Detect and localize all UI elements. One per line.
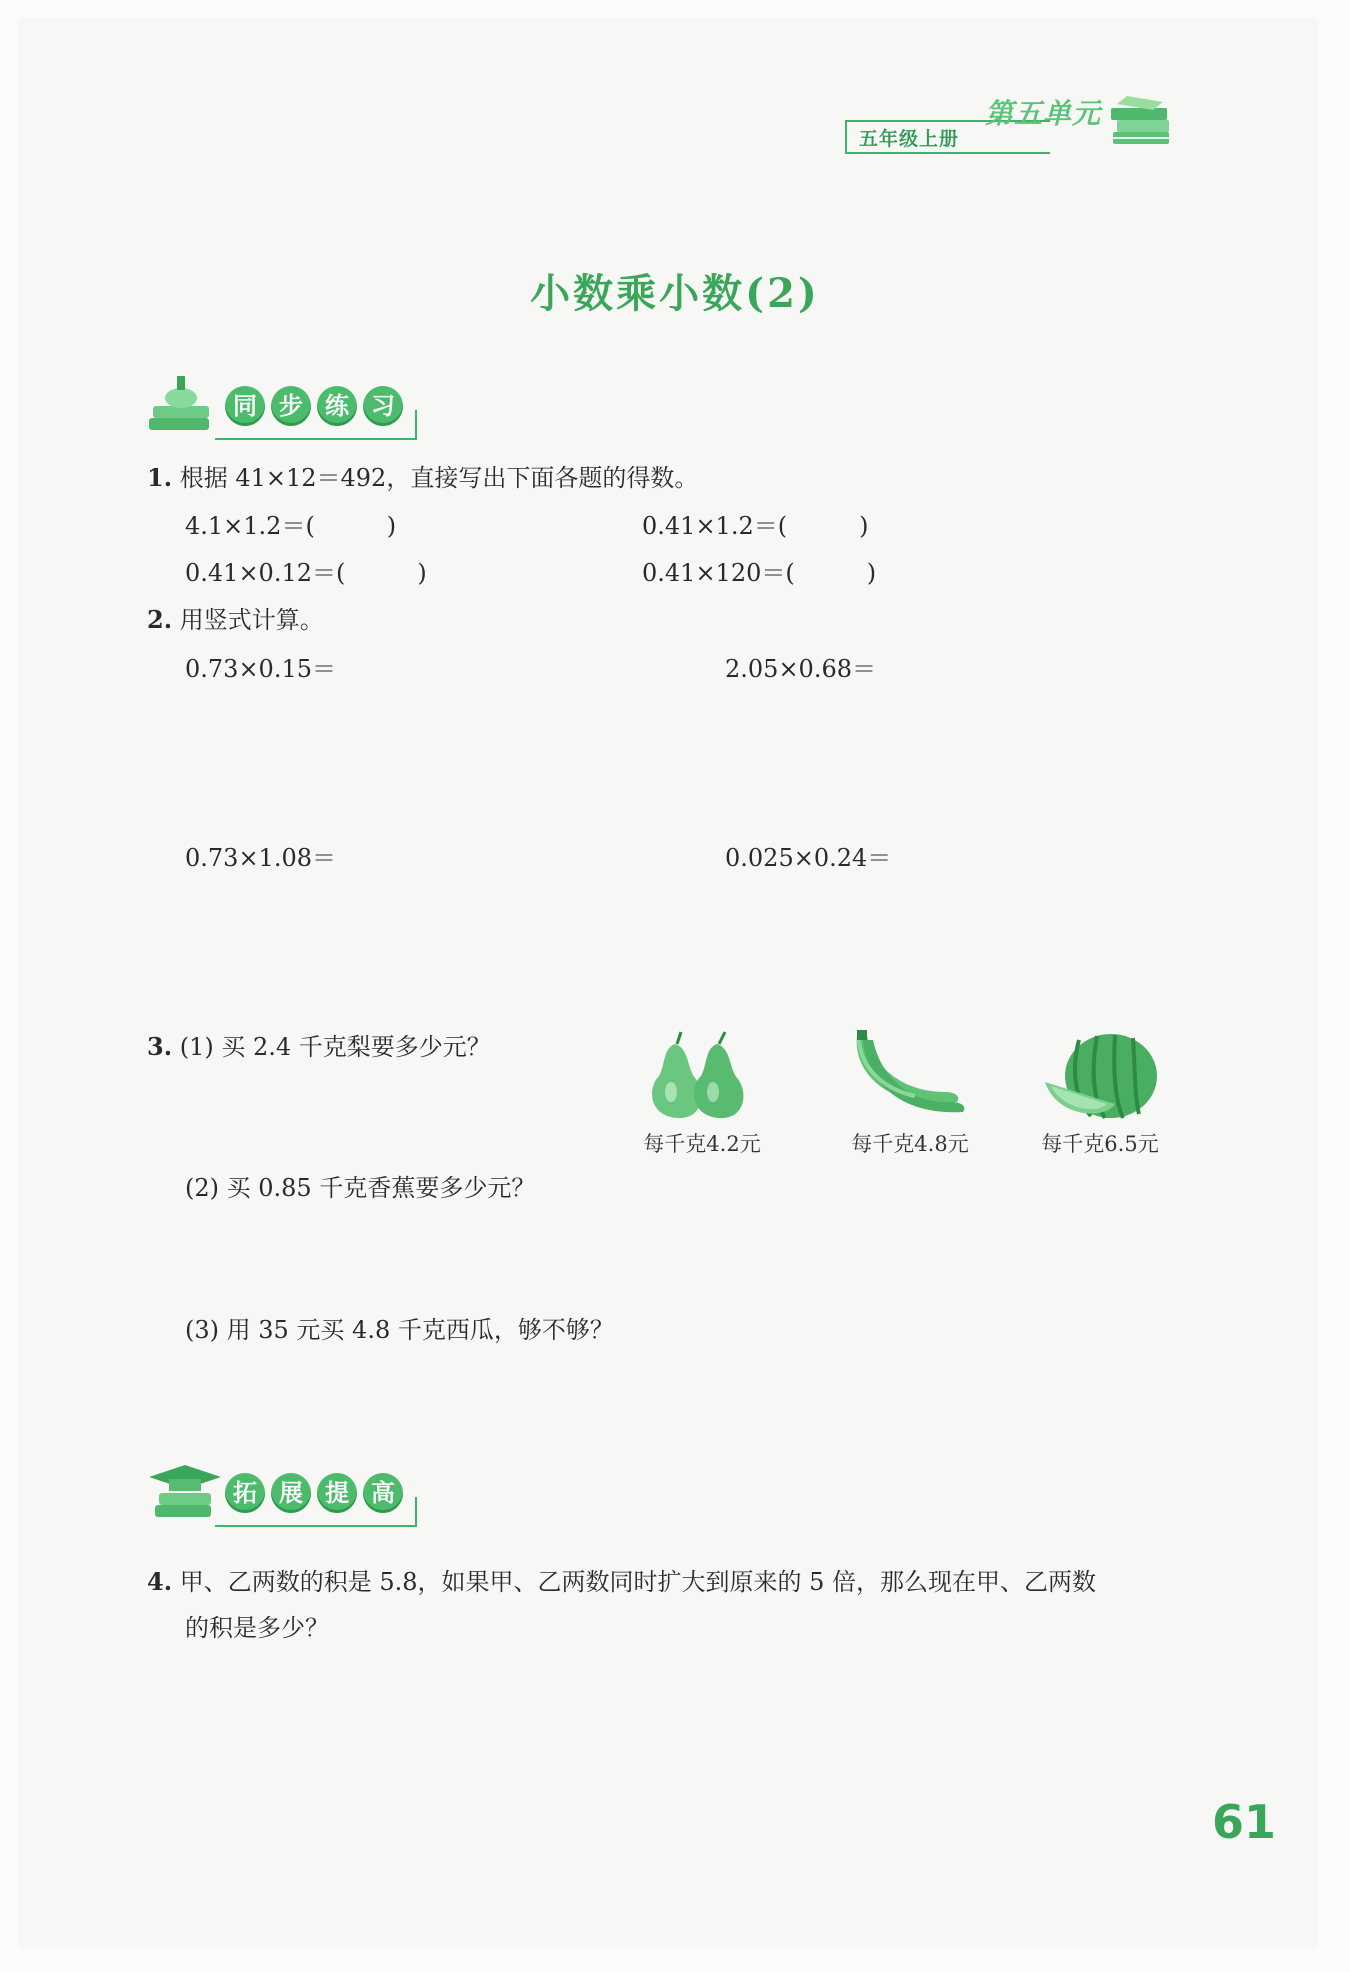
- fruit-banana: [830, 1030, 990, 1158]
- section-extension: [145, 1455, 435, 1535]
- question-text: 根据 41×12＝492，直接写出下面各题的得数。: [179, 464, 699, 492]
- fruit-price: 每千克4.2元: [643, 1132, 761, 1156]
- unit-label: 第五单元: [985, 97, 1102, 130]
- question-part: (1) 买 2.4 千克梨要多少元？: [179, 1033, 491, 1061]
- question-text-continued: 的积是多少？: [185, 1614, 329, 1642]
- book-stack-icon: [145, 368, 225, 448]
- fruit-watermelon: [1020, 1030, 1180, 1158]
- q1-item: 0.41×0.12＝( ): [185, 559, 427, 587]
- section-practice: [145, 368, 435, 448]
- q1-item: 4.1×1.2＝( ): [185, 512, 397, 540]
- unit-badge: [845, 92, 1175, 164]
- page-number: 61: [1212, 1795, 1277, 1849]
- question-part: (3) 用 35 元买 4.8 千克西瓜，够不够？: [185, 1316, 614, 1344]
- section-char: 习: [363, 386, 403, 426]
- section-char: 提: [317, 1473, 357, 1513]
- section-char: 练: [317, 386, 357, 426]
- graduation-cap-icon: [145, 1455, 225, 1535]
- question-part: (2) 买 0.85 千克香蕉要多少元？: [185, 1174, 536, 1202]
- fruit-price: 每千克6.5元: [1041, 1132, 1159, 1156]
- fruit-price: 每千克4.8元: [851, 1132, 969, 1156]
- grade-label: 五年级上册: [845, 120, 1050, 154]
- section-char: 步: [271, 386, 311, 426]
- books-icon: [1107, 92, 1179, 164]
- banana-icon: [845, 1030, 975, 1122]
- q2-item: 0.73×1.08＝: [185, 844, 336, 872]
- q1-item: 0.41×1.2＝( ): [642, 512, 869, 540]
- question-3: [147, 1031, 491, 1063]
- question-2: [147, 604, 324, 636]
- question-4: [147, 1566, 1096, 1598]
- page-title: 小数乘小数(2): [530, 270, 820, 317]
- section-char: 同: [225, 386, 265, 426]
- section-char: 拓: [225, 1473, 265, 1513]
- q2-item: 0.73×0.15＝: [185, 655, 336, 683]
- question-1: [147, 462, 698, 494]
- question-text: 用竖式计算。: [179, 606, 324, 634]
- question-number: 1.: [147, 463, 173, 492]
- watermelon-icon: [1035, 1030, 1165, 1122]
- question-number: 4.: [147, 1567, 173, 1596]
- section-char: 展: [271, 1473, 311, 1513]
- question-text: 甲、乙两数的积是 5.8，如果甲、乙两数同时扩大到原来的 5 倍，那么现在甲、乙两数: [179, 1568, 1097, 1596]
- question-number: 3.: [147, 1032, 173, 1061]
- question-number: 2.: [147, 605, 173, 634]
- fruit-pear: [622, 1030, 782, 1158]
- q1-item: 0.41×120＝( ): [642, 559, 877, 587]
- pear-icon: [637, 1030, 767, 1122]
- section-char: 高: [363, 1473, 403, 1513]
- q2-item: 2.05×0.68＝: [725, 655, 876, 683]
- q2-item: 0.025×0.24＝: [725, 844, 892, 872]
